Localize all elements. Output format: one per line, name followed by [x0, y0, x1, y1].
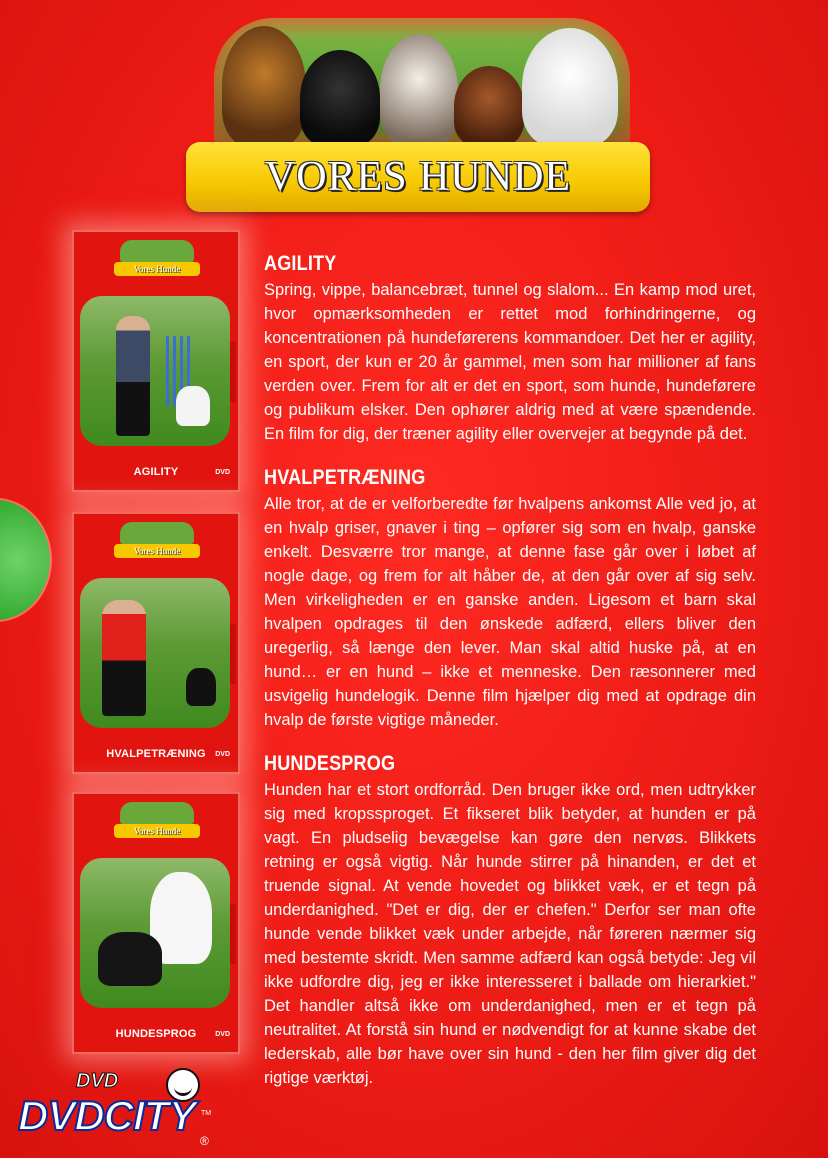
handler-figure	[102, 600, 146, 716]
black-puppy-figure	[186, 668, 216, 706]
cover-mini-title: Vores Hunde	[114, 262, 200, 276]
cover-photo-agility	[80, 296, 230, 446]
section-hvalpetraening	[264, 466, 756, 732]
cover-photo-hundesprog	[80, 858, 230, 1008]
dvd-cover-hvalpetraening	[72, 512, 240, 774]
page-title: VORES HUNDE	[264, 154, 572, 200]
cover-label: HUNDESPROG	[115, 1028, 197, 1040]
cover-dogs-strip	[120, 240, 194, 262]
cover-spine	[230, 342, 236, 402]
french-bulldog-figure	[98, 932, 162, 986]
section-title: AGILITY	[264, 252, 337, 275]
cover-spine	[230, 624, 236, 684]
section-title: HUNDESPROG	[264, 752, 396, 775]
dvd-logo: DVD	[215, 1031, 230, 1038]
cover-mini-title: Vores Hunde	[114, 824, 200, 838]
cover-dogs-strip	[120, 802, 194, 824]
section-text: Hunden har et stort ordforråd. Den bruger ikke ord, men udtrykker sig med kropssproget. Et fikseret blik betyder, at hunden er på vagt. En pludselig bevægelse kan gøre den nervøs. Blikkets retning er også vigtig. Når hunde stirrer på hinanden, er det et truende signal. At vende hovedet og blikket væk, er et tegn på underdanighed. "Det er dig, der er chefen." Derfor ser man ofte hunde vende blikket væk under arbejde, når føreren nærmer sig med bestemte skridt. Men samme adfærd kan også betyde: Jeg vil ikke udfordre dig, jeg er ikke interesseret i ballade om hierarkiet." Det handler altså ikke om underdanighed, men er et tegn på neutralitet. At forstå sin hund er nødvendigt for at kunne skabe det lederskab, alle bør have over sin hund - den her film giver dig det rigtige værktøj.	[264, 781, 756, 1087]
cover-spine	[230, 904, 236, 964]
dvd-logo-small: DVD	[76, 1070, 119, 1092]
dvd-logo: DVD	[215, 751, 230, 758]
poodle-image	[522, 28, 618, 146]
dogs-photo-montage	[214, 18, 630, 146]
dvd-cover-hundesprog	[72, 792, 240, 1054]
cover-label: AGILITY	[133, 466, 179, 478]
dvd-logo: DVD	[215, 469, 230, 476]
section-agility	[264, 252, 756, 446]
german-shepherd-image	[222, 26, 306, 146]
cover-mini-title: Vores Hunde	[114, 544, 200, 558]
handler-figure	[116, 316, 150, 436]
section-text: Spring, vippe, balancebræt, tunnel og slalom... En kamp mod uret, hvor opmærksomheden er rettet mod forhindringerne, og koncentrationen på hundeførerens kommandoer. Det her er agility, en sport, der kun er 20 år gammel, men som har millioner af fans verden over. Frem for alt er det en sport, som hunde, hundeførere og publikum elsker. Den ophører aldrig med at være spændende. En film for dig, der træner agility eller overvejer at begynde på det.	[264, 281, 756, 443]
registered-mark: ®	[200, 1134, 209, 1148]
dachshund-image	[454, 66, 524, 146]
dvdcity-logo: DVDCITY	[18, 1092, 196, 1139]
white-poodle-figure	[176, 386, 210, 426]
black-labrador-image	[300, 50, 380, 146]
dvd-disc-graphic	[0, 498, 52, 622]
section-title: HVALPETRÆNING	[264, 466, 426, 489]
cover-photo-hvalpetraening	[80, 578, 230, 728]
cover-dogs-strip	[120, 522, 194, 544]
dvd-cover-agility	[72, 230, 240, 492]
title-banner	[186, 142, 650, 212]
english-setter-image	[380, 34, 458, 146]
section-hundesprog	[264, 752, 756, 1090]
trademark-mark: TM	[201, 1110, 212, 1117]
section-text: Alle tror, at de er velforberedte før hvalpens ankomst Alle ved jo, at en hvalp griser, gnaver i ting – opfører sig som en hvalp, ganske enkelt. Desværre tror mange, at denne fase går over i løbet af nogle dage, og frem for alt håber de, at den går over af sig selv. Men virkeligheden er en ganske anden. Ligesom et barn skal hvalpen opdrages til den ønskede adfærd, ellers bliver den uregerlig, så længe den lever. Man skal altid huske på, at en hund… er en hund – ikke et menneske. Den ræsonnerer med usvigelig hundelogik. Denne film hjælper dig med at opdrage din hvalp de første vigtige måneder.	[264, 495, 756, 729]
cover-label: HVALPETRÆNING	[106, 748, 206, 760]
